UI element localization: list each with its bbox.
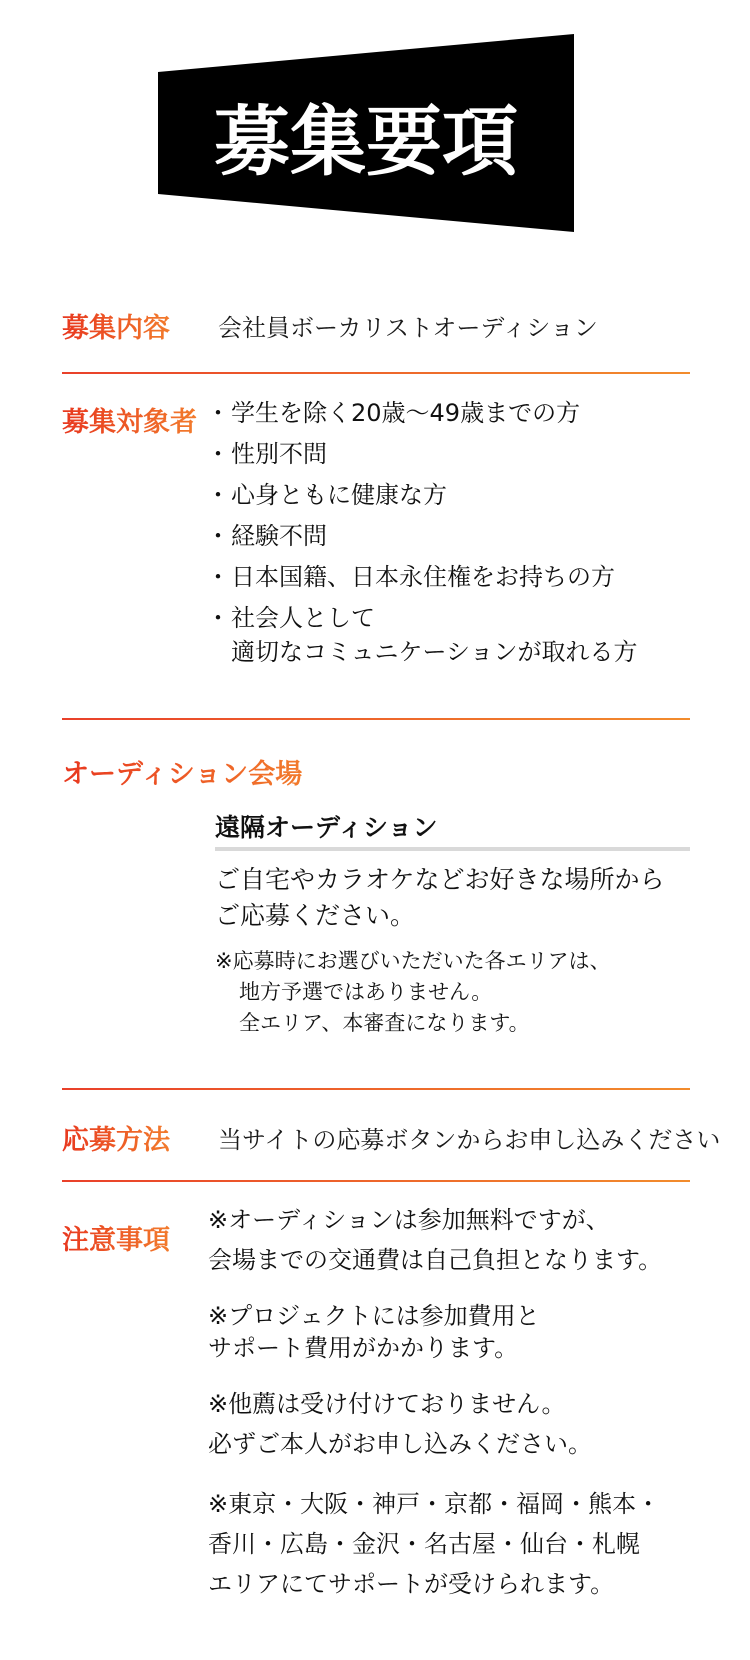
divider xyxy=(62,1088,690,1090)
divider xyxy=(62,1180,690,1182)
list-item: ・ 日本国籍、日本永住権をお持ちの方 xyxy=(215,560,638,594)
venue-label: オーディション会場 xyxy=(62,752,302,791)
list-item: ・ 経験不問 xyxy=(215,519,638,553)
content-label: 募集内容 xyxy=(62,306,170,345)
note-paragraph: ※他薦は受け付けておりません。 必ずご本人がお申し込みください。 xyxy=(208,1390,592,1458)
note-paragraph: ※プロジェクトには参加費用と サポート費用がかかります。 xyxy=(208,1302,540,1362)
divider xyxy=(62,372,690,374)
page-title: 募集要項 xyxy=(214,96,518,186)
target-label: 募集対象者 xyxy=(62,400,197,439)
divider xyxy=(62,718,690,720)
note-paragraph: ※東京・大阪・神戸・京都・福岡・熊本・ 香川・広島・金沢・名古屋・仙台・札幌 エリアにてサポートが受けられます。 xyxy=(208,1490,661,1598)
method-label: 応募方法 xyxy=(62,1118,170,1157)
method-value: 当サイトの応募ボタンからお申し込みください xyxy=(218,1126,721,1154)
header-banner xyxy=(158,34,574,232)
target-list xyxy=(215,396,638,676)
list-item: ・ 社会人として 適切なコミュニケーションが取れる方 xyxy=(215,601,638,669)
venue-body: ご自宅やカラオケなどお好きな場所から ご応募ください。 xyxy=(215,865,665,930)
content-value: 会社員ボーカリストオーディション xyxy=(218,314,598,342)
notes-label: 注意事項 xyxy=(62,1218,170,1257)
venue-subtitle: 遠隔オーディション xyxy=(215,813,438,842)
venue-note: ※応募時にお選びいただいた各エリアは、 地方予選ではありません。 全エリア、本審査になります。 xyxy=(215,949,611,1035)
venue-subtitle-underline xyxy=(215,847,690,851)
notes-body xyxy=(208,1200,662,1624)
list-item: ・ 性別不問 xyxy=(215,437,638,471)
note-paragraph: ※オーディションは参加無料ですが、 会場までの交通費は自己負担となります。 xyxy=(208,1206,663,1274)
list-item: ・ 学生を除く20歳～49歳までの方 xyxy=(215,396,638,430)
list-item: ・ 心身ともに健康な方 xyxy=(215,478,638,512)
